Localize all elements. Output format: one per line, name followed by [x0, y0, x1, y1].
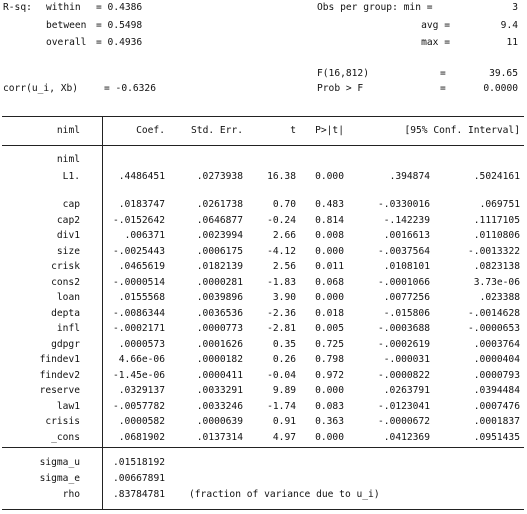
table-bottom-rule: [2, 509, 524, 510]
prob-f-eq: =: [440, 83, 446, 94]
avg-label: avg =: [421, 20, 450, 31]
cell-coef: .0681902: [118, 431, 165, 443]
cell-ci-high: .0003764: [473, 338, 520, 350]
cell-var: L1.: [62, 171, 80, 182]
cell-coef: .0000582: [118, 416, 165, 427]
cell-ci-high: .0007476: [473, 400, 520, 412]
cell-p: 0.000: [315, 245, 344, 257]
cell-std-err: .0000281: [196, 276, 243, 288]
cell-var: gdpgr: [51, 338, 80, 350]
cell-std-err: .0000182: [196, 354, 243, 365]
cell-coef: -.0152642: [113, 214, 165, 226]
cell-ci-high: .0000404: [473, 354, 520, 365]
cell-p: 0.725: [315, 338, 344, 350]
rsq-label: R-sq:: [3, 2, 32, 13]
cell-std-err: .0273938: [196, 171, 243, 182]
cell-p: 0.000: [315, 385, 344, 396]
cell-ci-low: .0108101: [383, 261, 430, 272]
cell-coef: .0329137: [118, 385, 165, 396]
cell-p: 0.000: [315, 431, 344, 443]
cell-p: 0.798: [315, 354, 344, 365]
cell-ci-high: .0001837: [473, 416, 520, 427]
corr-value: = -0.6326: [104, 83, 156, 94]
cell-coef: .006371: [124, 230, 165, 241]
cell-t: 4.97: [272, 431, 296, 443]
cell-p: 0.008: [315, 230, 344, 241]
cell-t: 0.35: [272, 338, 296, 350]
between-value: = 0.5498: [96, 20, 143, 31]
cell-var: _cons: [51, 431, 80, 443]
sigma-var: sigma_e: [39, 473, 80, 484]
cell-coef: -.0057782: [113, 400, 165, 412]
between-label: between: [46, 20, 87, 31]
cell-var: cap: [62, 199, 80, 210]
cell-t: 3.90: [272, 292, 296, 303]
prob-f-label: Prob > F: [317, 83, 364, 94]
cell-var: depta: [51, 307, 80, 319]
cell-ci-low: .0263791: [383, 385, 430, 396]
cell-t: -1.83: [267, 276, 296, 288]
cell-t: -2.81: [267, 323, 296, 334]
cell-coef: -.0002171: [113, 323, 165, 334]
cell-ci-low: .0016613: [383, 230, 430, 241]
cell-p: 0.083: [315, 400, 344, 412]
cell-t: 0.91: [272, 416, 296, 427]
sigma-value: .00667891: [113, 473, 165, 484]
cell-t: 16.38: [267, 171, 296, 182]
cell-var: law1: [56, 400, 80, 412]
table-top-rule: [2, 116, 524, 117]
cell-coef: -1.45e-06: [113, 369, 165, 381]
cell-t: 2.66: [272, 230, 296, 241]
cell-p: 0.483: [315, 199, 344, 210]
cell-ci-low: -.0037564: [378, 245, 430, 257]
sigma-value: .83784781: [113, 489, 165, 500]
cell-std-err: .0001626: [196, 338, 243, 350]
sigma-var: rho: [62, 489, 80, 500]
cell-coef: .0000573: [118, 338, 165, 350]
cell-ci-high: 3.73e-06: [473, 276, 520, 288]
cell-t: -0.04: [267, 369, 296, 381]
col-header-t: t: [290, 125, 296, 136]
cell-ci-low: -.0002619: [378, 338, 430, 350]
cell-p: 0.011: [315, 261, 344, 272]
cell-ci-high: -.0013322: [468, 245, 520, 257]
cell-std-err: .0182139: [196, 261, 243, 272]
cell-var: loan: [56, 292, 80, 303]
cell-t: 0.70: [272, 199, 296, 210]
overall-label: overall: [46, 37, 87, 48]
cell-ci-low: -.0000672: [378, 416, 430, 427]
cell-ci-low: -.000031: [383, 354, 430, 365]
cell-std-err: .0000411: [196, 369, 243, 381]
cell-ci-high: .0951435: [473, 431, 520, 443]
sigma-var: sigma_u: [39, 457, 80, 468]
within-label: within: [46, 2, 81, 13]
cell-std-err: .0000639: [196, 416, 243, 427]
cell-std-err: .0000773: [196, 323, 243, 334]
cell-coef: .0465619: [118, 261, 165, 272]
cell-p: 0.363: [315, 416, 344, 427]
col-header-std-err: Std. Err.: [191, 125, 243, 136]
f-stat-eq: =: [440, 68, 446, 79]
cell-p: 0.814: [315, 214, 344, 226]
cell-t: -1.74: [267, 400, 296, 412]
col-header-conf-interval: [95% Conf. Interval]: [404, 125, 520, 136]
cell-ci-high: .1117105: [473, 214, 520, 226]
cell-std-err: .0033291: [196, 385, 243, 396]
cell-ci-low: -.015806: [383, 307, 430, 319]
cell-ci-high: .0394484: [473, 385, 520, 396]
cell-ci-high: .0823138: [473, 261, 520, 272]
group-label: niml: [56, 154, 80, 165]
cell-ci-low: .0077256: [383, 292, 430, 303]
cell-var: crisis: [45, 416, 80, 427]
obs-max-value: 11: [506, 37, 518, 48]
f-stat-label: F(16,812): [317, 68, 369, 79]
cell-ci-high: .069751: [479, 199, 520, 210]
cell-std-err: .0023994: [196, 230, 243, 241]
cell-ci-low: .0412369: [383, 431, 430, 443]
cell-std-err: .0039896: [196, 292, 243, 303]
cell-p: 0.000: [315, 292, 344, 303]
cell-coef: 4.66e-06: [118, 354, 165, 365]
cell-t: -0.24: [267, 214, 296, 226]
cell-coef: .0183747: [118, 199, 165, 210]
cell-var: div1: [56, 230, 80, 241]
cell-std-err: .0036536: [196, 307, 243, 319]
cell-var: reserve: [39, 385, 80, 396]
obs-min-value: 3: [512, 2, 518, 13]
table-sigma-rule: [2, 447, 524, 448]
cell-ci-low: -.0000822: [378, 369, 430, 381]
cell-coef: .0155568: [118, 292, 165, 303]
cell-t: 0.26: [272, 354, 296, 365]
corr-label: corr(u_i, Xb): [3, 83, 79, 94]
cell-coef: -.0025443: [113, 245, 165, 257]
cell-ci-low: .394874: [389, 171, 430, 182]
cell-std-err: .0646877: [196, 214, 243, 226]
cell-ci-high: .0110806: [473, 230, 520, 241]
cell-t: -2.36: [267, 307, 296, 319]
within-value: = 0.4386: [96, 2, 143, 13]
cell-var: findev1: [39, 354, 80, 365]
cell-std-err: .0033246: [196, 400, 243, 412]
col-header-coef: Coef.: [136, 125, 165, 136]
prob-f-value: 0.0000: [483, 83, 518, 94]
cell-t: 9.89: [272, 385, 296, 396]
cell-coef: .4486451: [118, 171, 165, 182]
cell-ci-high: -.0000653: [468, 323, 520, 334]
table-column-divider: [102, 116, 103, 509]
cell-var: cap2: [56, 214, 80, 226]
cell-ci-high: .0000793: [473, 369, 520, 381]
cell-ci-high: -.0014628: [468, 307, 520, 319]
cell-ci-low: -.142239: [383, 214, 430, 226]
col-header-p: P>|t|: [315, 125, 344, 136]
cell-coef: -.0086344: [113, 307, 165, 319]
cell-var: cons2: [51, 276, 80, 288]
cell-ci-low: -.0330016: [378, 199, 430, 210]
cell-std-err: .0261738: [196, 199, 243, 210]
cell-std-err: .0006175: [196, 245, 243, 257]
max-label: max =: [421, 37, 450, 48]
cell-p: 0.972: [315, 369, 344, 381]
cell-coef: -.0000514: [113, 276, 165, 288]
cell-p: 0.018: [315, 307, 344, 319]
cell-ci-low: -.0001066: [378, 276, 430, 288]
cell-std-err: .0137314: [196, 431, 243, 443]
sigma-note: (fraction of variance due to u_i): [189, 489, 380, 500]
obs-per-group-label: Obs per group: min =: [317, 2, 433, 13]
col-header-var: niml: [56, 125, 80, 136]
cell-var: infl: [56, 323, 80, 334]
cell-var: findev2: [39, 369, 80, 381]
cell-var: size: [56, 245, 80, 257]
obs-avg-value: 9.4: [500, 20, 518, 31]
overall-value: = 0.4936: [96, 37, 143, 48]
cell-ci-high: .5024161: [473, 171, 520, 182]
cell-p: 0.068: [315, 276, 344, 288]
cell-t: -4.12: [267, 245, 296, 257]
cell-ci-low: -.0123041: [378, 400, 430, 412]
cell-var: crisk: [51, 261, 80, 272]
f-stat-value: 39.65: [489, 68, 518, 79]
cell-p: 0.005: [315, 323, 344, 334]
cell-ci-high: .023388: [479, 292, 520, 303]
cell-p: 0.000: [315, 171, 344, 182]
sigma-value: .01518192: [113, 457, 165, 468]
cell-ci-low: -.0003688: [378, 323, 430, 334]
cell-t: 2.56: [272, 261, 296, 272]
table-header-rule: [2, 145, 524, 146]
